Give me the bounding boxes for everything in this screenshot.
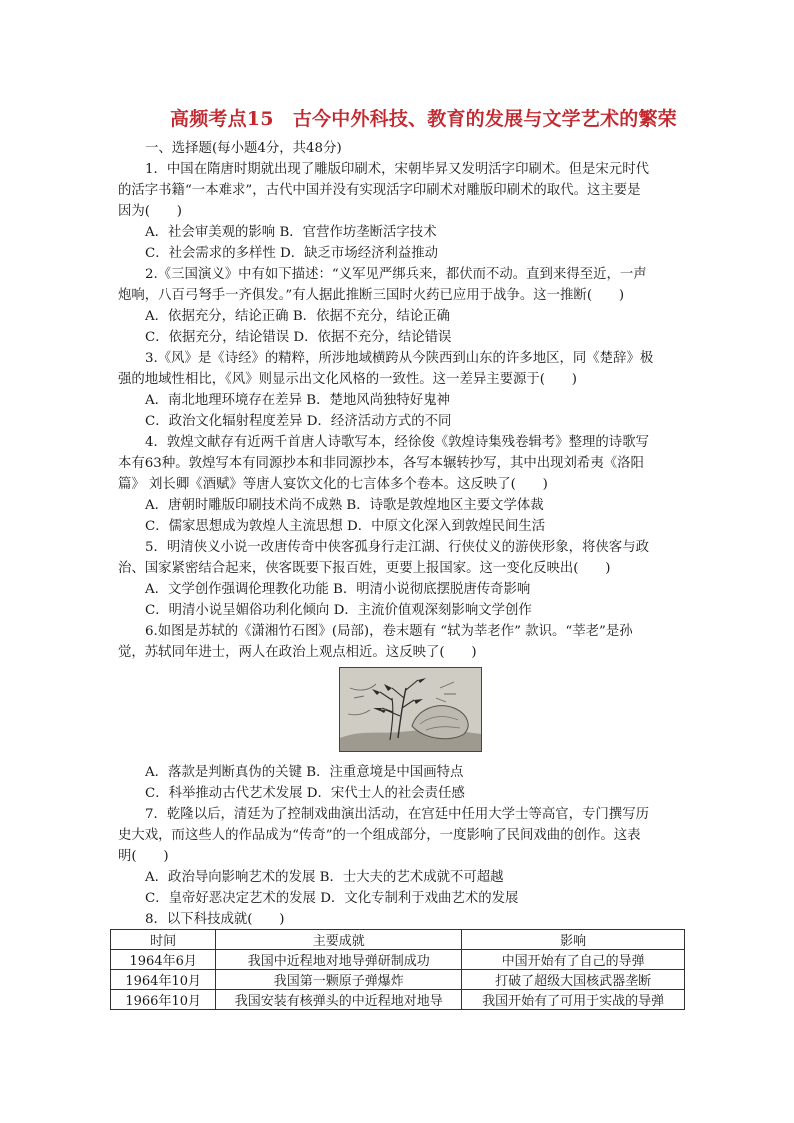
q3-line: 强的地域性相比，《风》则显示出文化风格的一致性。这一差异主要源于( ) — [118, 372, 578, 387]
q1-options-ab: A．社会审美观的影响 B．官营作坊垄断活字技术 — [145, 225, 437, 240]
table-cell: 我国中近程地对地导弹研制成功 — [216, 950, 462, 970]
table-cell: 我国安装有核弹头的中近程地对地导 — [216, 990, 462, 1010]
table-cell: 打破了超级大国核武器垄断 — [462, 970, 685, 990]
q6-line: 6.如图是苏轼的《潇湘竹石图》(局部)，卷末题有 “轼为莘老作” 款识。“莘老”是孙 — [145, 624, 633, 639]
q3-options-ab: A．南北地理环境存在差异 B．楚地风尚独特好鬼神 — [145, 393, 450, 408]
q4-line: 4．敦煌文献存有近两千首唐人诗歌写本，经徐俊《敦煌诗集残卷辑考》整理的诗歌写 — [145, 435, 649, 450]
q3-line: 3.《风》是《诗经》的精粹，所涉地域横跨从今陕西到山东的许多地区，同《楚辞》极 — [145, 351, 654, 366]
q6-options-ab: A．落款是判断真伪的关键 B．注重意境是中国画特点 — [145, 765, 464, 780]
q1-options-cd: C．社会需求的多样性 D．缺乏市场经济利益推动 — [145, 246, 439, 261]
table-header-cell: 时间 — [111, 930, 216, 950]
table-cell: 我国开始有了可用于实战的导弹 — [462, 990, 685, 1010]
q7-line: 7．乾隆以后，清廷为了控制戏曲演出活动，在宫廷中任用大学士等高官，专门撰写历 — [145, 807, 649, 822]
q5-options-ab: A．文学创作强调伦理教化功能 B．明清小说彻底摆脱唐传奇影响 — [145, 582, 531, 597]
q8-stem: 8．以下科技成就( ) — [145, 912, 285, 927]
q5-line: 治、国家紧密结合起来，侠客既要下报百姓，更要上报国家。这一变化反映出( ) — [118, 561, 611, 576]
q7-line: 明( ) — [118, 849, 169, 864]
table-cell: 1964年6月 — [111, 950, 216, 970]
table-header-cell: 主要成就 — [216, 930, 462, 950]
q1-line: 1．中国在隋唐时期就出现了雕版印刷术，宋朝毕昇又发明活字印刷术。但是宋元时代 — [145, 162, 649, 177]
q4-line: 本有63种。敦煌写本有同源抄本和非同源抄本，各写本辗转抄写，其中出现刘希夷《洛阳 — [118, 456, 644, 471]
page-title: 高频考点15 古今中外科技、教育的发展与文学艺术的繁荣 — [170, 108, 677, 130]
question-block-top — [118, 138, 686, 663]
q2-options-cd: C．依据充分，结论错误 D．依据不充分，结论错误 — [145, 330, 452, 345]
q2-line: 炮响，八百弓弩手一齐俱发。”有人据此推断三国时火药已应用于战争。这一推断( ) — [118, 288, 625, 303]
table-row — [111, 990, 685, 1010]
q1-line: 的活字书籍“一本难求”，古代中国并没有实现活字印刷术对雕版印刷术的取代。这主要是 — [118, 183, 641, 198]
section-heading: 一、选择题(每小题4分，共48分) — [145, 141, 342, 156]
q7-options-ab: A．政治导向影响艺术的发展 B．士大夫的艺术成就不可超越 — [145, 870, 504, 885]
q3-options-cd: C．政治文化辐射程度差异 D．经济活动方式的不同 — [145, 414, 452, 429]
question-block-bottom — [118, 762, 686, 930]
q5-options-cd: C．明清小说呈媚俗功利化倾向 D．主流价值观深刻影响文学创作 — [145, 603, 532, 618]
q6-line: 觉，苏轼同年进士，两人在政治上观点相近。这反映了( ) — [118, 645, 477, 660]
table-cell: 我国第一颗原子弹爆炸 — [216, 970, 462, 990]
q2-line: 2.《三国演义》中有如下描述：“义军见严绑兵来，都伏而不动。直到来得至近，一声 — [145, 267, 647, 282]
bamboo-rock-painting — [339, 667, 482, 752]
table-header-row — [111, 930, 685, 950]
q4-line: 篇》 刘长卿《酒赋》等唐人宴饮文化的七言体多个卷本。这反映了( ) — [118, 477, 548, 492]
table-cell: 1964年10月 — [111, 970, 216, 990]
q7-options-cd: C．皇帝好恶决定艺术的发展 D．文化专制利于戏曲艺术的发展 — [145, 891, 519, 906]
table-row — [111, 970, 685, 990]
table-row — [111, 950, 685, 970]
q5-line: 5．明清侠义小说一改唐传奇中侠客孤身行走江湖、行侠仗义的游侠形象，将侠客与政 — [145, 540, 649, 555]
q4-options-ab: A．唐朝时雕版印刷技术尚不成熟 B．诗歌是敦煌地区主要文学体裁 — [145, 498, 544, 513]
q2-options-ab: A．依据充分，结论正确 B．依据不充分，结论正确 — [145, 309, 450, 324]
q1-line: 因为( ) — [118, 204, 183, 219]
table-header-cell: 影响 — [462, 930, 685, 950]
tech-achievements-table — [110, 929, 685, 1010]
table-cell: 中国开始有了自己的导弹 — [462, 950, 685, 970]
q6-options-cd: C．科举推动古代艺术发展 D．宋代士人的社会责任感 — [145, 786, 465, 801]
q7-line: 史大戏，而这些人的作品成为“传奇”的一个组成部分，一度影响了民间戏曲的创作。这表 — [118, 828, 641, 843]
q4-options-cd: C．儒家思想成为敦煌人主流思想 D．中原文化深入到敦煌民间生活 — [145, 519, 546, 534]
table-cell: 1966年10月 — [111, 990, 216, 1010]
